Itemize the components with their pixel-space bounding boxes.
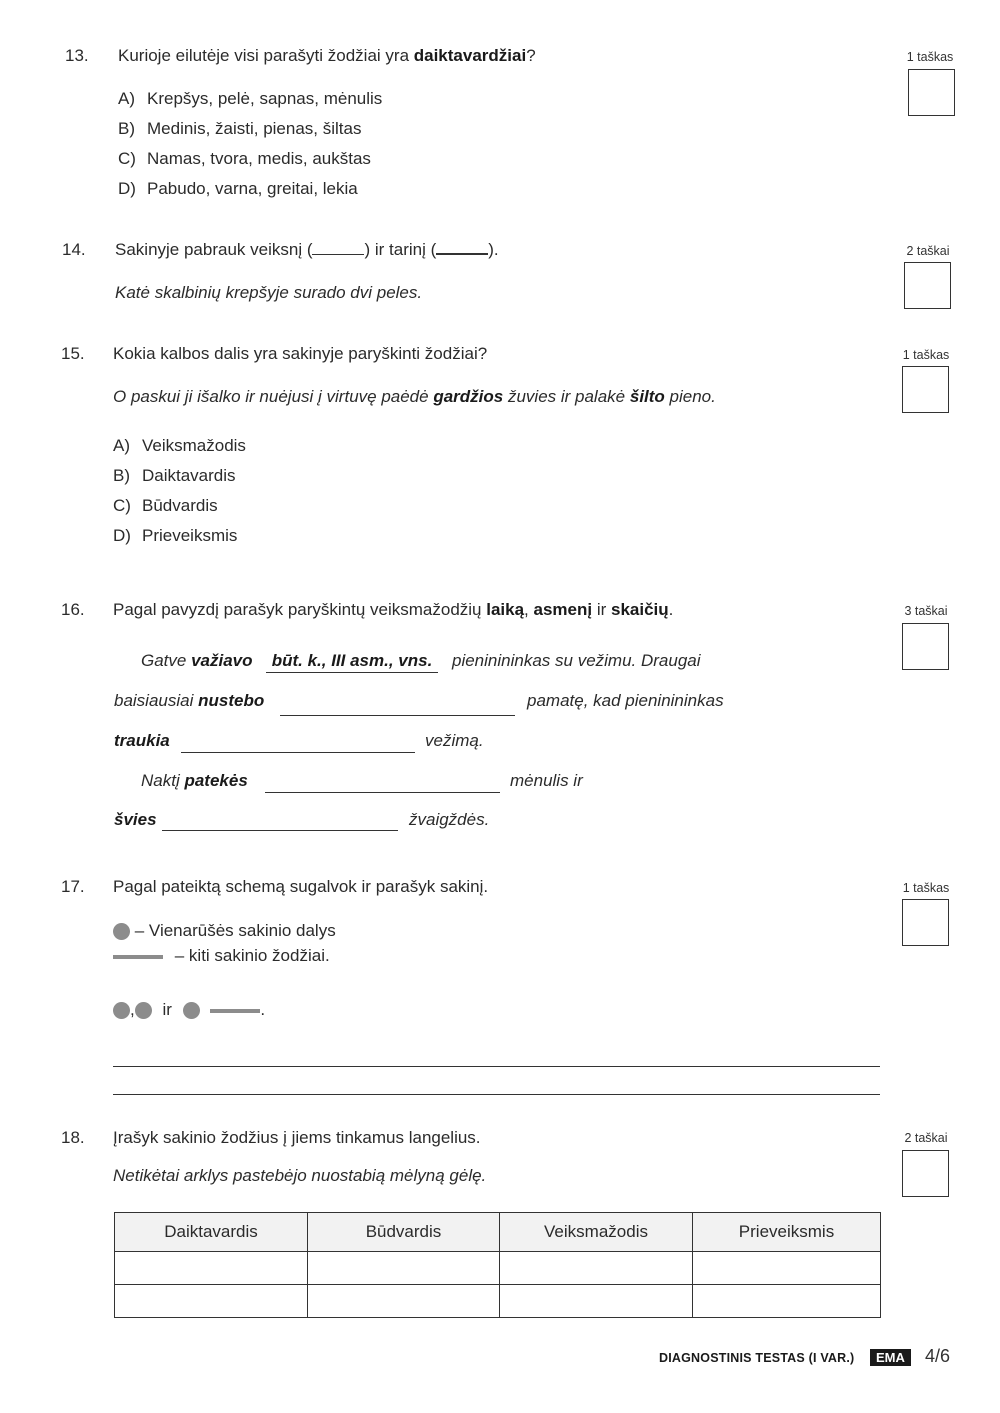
option-text: Būdvardis: [142, 496, 218, 515]
q18-question: Įrašyk sakinio žodžius į jiems tinkamus langelius.: [113, 1128, 481, 1147]
footer-badge: EMA: [870, 1349, 911, 1366]
table-cell[interactable]: [115, 1252, 308, 1285]
q15-number: 15.: [61, 344, 85, 363]
page-number: 4/6: [925, 1346, 951, 1366]
q16-line-text: Naktį: [141, 771, 185, 790]
q16-number: 16.: [61, 600, 85, 619]
q16-verb: traukia: [114, 731, 170, 750]
q16-points: 3 taškai: [904, 604, 948, 618]
q16-line-4-pre: [141, 771, 248, 791]
table-cell[interactable]: [500, 1285, 693, 1318]
q16-line-text: Gatve: [141, 651, 192, 670]
q14-text-b: ) ir tarinį (: [364, 240, 437, 259]
footer-title: DIAGNOSTINIS TESTAS (I VAR.): [659, 1351, 855, 1365]
q16-line-text: baisiausiai: [114, 691, 199, 710]
q16-line-1-post: pieninininkas su vežimu. Draugai: [452, 651, 701, 670]
q17-points: 1 taškas: [902, 881, 950, 895]
q16-example-answer: [266, 651, 438, 673]
q17-answer-line-1[interactable]: [113, 1066, 880, 1067]
q16-bold-word: asmenį: [533, 600, 593, 619]
q18-answer-table: [114, 1212, 881, 1318]
option-letter: A): [118, 89, 135, 108]
scheme-comma: ,: [130, 1000, 135, 1019]
q15-score-box[interactable]: [902, 366, 949, 413]
option-letter: B): [118, 119, 135, 138]
option-letter: D): [118, 179, 136, 198]
q16-answer-line-patekes[interactable]: [265, 792, 500, 793]
q15-sentence: [113, 387, 716, 407]
option-text: Namas, tvora, medis, aukštas: [147, 149, 371, 168]
q13-points: 1 taškas: [906, 50, 954, 64]
gray-dot-icon: [183, 1002, 200, 1019]
gray-dot-icon: [113, 923, 130, 940]
q16-question: [113, 600, 673, 620]
q17-legend-dot-text: – Vienarūšės sakinio dalys: [134, 921, 336, 940]
gray-dot-icon: [113, 1002, 130, 1019]
option-text: Daiktavardis: [142, 466, 236, 485]
q16-example-text: būt. k., III asm., vns.: [271, 651, 433, 670]
q13-number: 13.: [65, 46, 89, 65]
q14-text-a: Sakinyje pabrauk veiksnį (: [115, 240, 313, 259]
q17-legend-dot: [113, 921, 336, 941]
q15-sentence-part: pieno.: [664, 387, 716, 406]
q13-score-box[interactable]: [908, 69, 955, 116]
q16-line-1-pre: [141, 651, 253, 671]
option-letter: D): [113, 526, 131, 545]
q14-sentence[interactable]: Katė skalbinių krepšyje surado dvi peles.: [115, 283, 423, 302]
subject-marker-line: [312, 254, 364, 255]
q13-question: [118, 46, 536, 66]
q16-answer-line-nustebo[interactable]: [280, 715, 515, 716]
q16-text: ,: [524, 600, 534, 619]
q16-line-5-post: žvaigždės.: [409, 810, 490, 829]
column-header-veiksmazodis: Veiksmažodis: [500, 1213, 693, 1252]
q13-option-a[interactable]: [118, 89, 382, 109]
table-cell[interactable]: [693, 1252, 881, 1285]
q16-line-2-pre: [114, 691, 264, 711]
scheme-period: .: [260, 1000, 266, 1019]
predicate-marker-line: [436, 253, 488, 255]
q17-legend-line: [113, 946, 330, 966]
q18-sentence: Netikėtai arklys pastebėjo nuostabią mėlyną gėlę.: [113, 1166, 487, 1185]
q15-sentence-part: O paskui ji išalko ir nuėjusi į virtuvę paėdė: [113, 387, 434, 406]
q13-bold: daiktavardžiai: [413, 46, 527, 65]
table-cell[interactable]: [500, 1252, 693, 1285]
column-header-budvardis: Būdvardis: [308, 1213, 500, 1252]
q15-sentence-part: žuvies ir palakė: [503, 387, 630, 406]
q13-option-b[interactable]: [118, 119, 361, 139]
option-text: Medinis, žaisti, pienas, šiltas: [147, 119, 362, 138]
q16-line-3-pre: [114, 731, 170, 751]
table-row: [115, 1285, 881, 1318]
q13-text-end: ?: [526, 46, 536, 65]
q18-score-box[interactable]: [902, 1150, 949, 1197]
q16-bold-word: skaičių: [610, 600, 669, 619]
q15-option-a[interactable]: [113, 436, 246, 456]
q16-score-box[interactable]: [902, 623, 949, 670]
q16-verb: švies: [114, 810, 157, 829]
q18-number: 18.: [61, 1128, 85, 1147]
q17-question: Pagal pateiktą schemą sugalvok ir parašyk sakinį.: [113, 877, 489, 896]
option-text: Veiksmažodis: [142, 436, 246, 455]
scheme-ir: ir: [162, 1000, 172, 1019]
q14-text-c: ).: [488, 240, 499, 259]
q14-points: 2 taškai: [906, 244, 950, 258]
column-header-prieveiksmis: Prieveiksmis: [693, 1213, 881, 1252]
q17-number: 17.: [61, 877, 85, 896]
q16-line-5-pre: [114, 810, 157, 830]
option-text: Krepšys, pelė, sapnas, mėnulis: [147, 89, 383, 108]
q16-verb: nustebo: [198, 691, 265, 710]
q15-question: Kokia kalbos dalis yra sakinyje paryškinti žodžiai?: [113, 344, 488, 363]
option-text: Pabudo, varna, greitai, lekia: [147, 179, 358, 198]
q16-line-4-post: mėnulis ir: [510, 771, 583, 790]
q16-answer-line-traukia[interactable]: [181, 752, 415, 753]
q16-line-3-post: vežimą.: [425, 731, 484, 750]
q13-option-c[interactable]: [118, 149, 371, 169]
q16-text: Pagal pavyzdį parašyk paryškintų veiksmažodžių: [113, 600, 487, 619]
gray-line-icon: [113, 955, 163, 959]
option-letter: C): [118, 149, 136, 168]
q18-points: 2 taškai: [904, 1131, 948, 1145]
q13-text: Kurioje eilutėje visi parašyti žodžiai yra: [118, 46, 414, 65]
table-row: [115, 1252, 881, 1285]
q17-score-box[interactable]: [902, 899, 949, 946]
q15-option-b[interactable]: [113, 466, 236, 486]
table-cell[interactable]: [308, 1252, 500, 1285]
q16-answer-line-svies[interactable]: [162, 830, 398, 831]
q15-bold-word: gardžios: [433, 387, 504, 406]
table-cell[interactable]: [308, 1285, 500, 1318]
option-letter: B): [113, 466, 130, 485]
q16-line-2-post: pamatę, kad pieninininkas: [527, 691, 724, 710]
q16-text: ir: [592, 600, 611, 619]
column-header-daiktavardis: Daiktavardis: [115, 1213, 308, 1252]
q16-text: .: [668, 600, 674, 619]
gray-line-icon: [210, 1009, 260, 1013]
q16-verb: važiavo: [191, 651, 253, 670]
q15-option-d[interactable]: [113, 526, 237, 546]
q17-answer-line-2[interactable]: [113, 1094, 880, 1095]
q17-scheme: [113, 1000, 265, 1020]
q14-score-box[interactable]: [904, 262, 951, 309]
option-letter: C): [113, 496, 131, 515]
q15-bold-word: šilto: [629, 387, 665, 406]
q17-legend-line-text: – kiti sakinio žodžiai.: [174, 946, 330, 965]
q16-verb: patekės: [184, 771, 248, 790]
table-cell[interactable]: [693, 1285, 881, 1318]
q15-option-c[interactable]: [113, 496, 218, 516]
q14-question: [115, 240, 499, 260]
q14-number: 14.: [62, 240, 86, 259]
option-text: Prieveiksmis: [142, 526, 238, 545]
q13-option-d[interactable]: [118, 179, 358, 199]
gray-dot-icon: [135, 1002, 152, 1019]
q15-points: 1 taškas: [902, 348, 950, 362]
q16-bold-word: laiką: [486, 600, 525, 619]
table-cell[interactable]: [115, 1285, 308, 1318]
option-letter: A): [113, 436, 130, 455]
